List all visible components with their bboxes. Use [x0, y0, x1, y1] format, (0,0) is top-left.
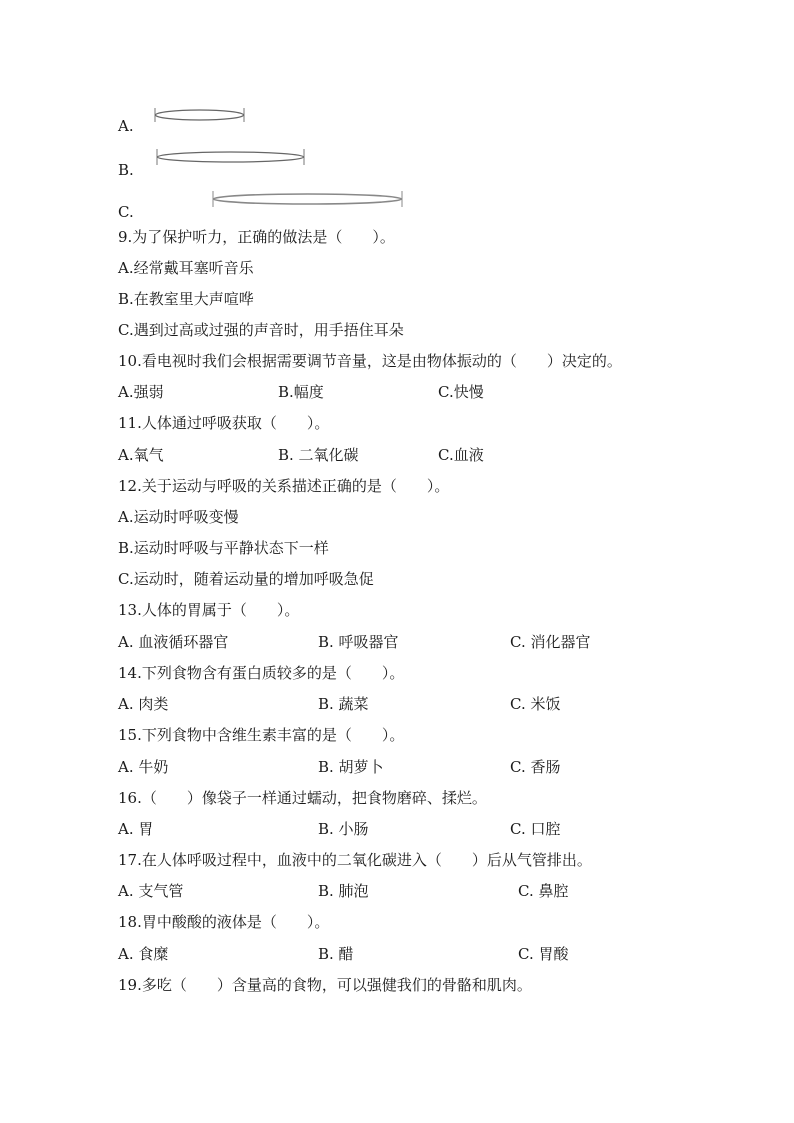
question-stem: 15.下列食物中含维生素丰富的是（ ）。 [118, 726, 405, 744]
answer-option: A.经常戴耳塞听音乐 [118, 259, 254, 277]
question-stem: 18.胃中酸酸的液体是（ ）。 [118, 913, 330, 931]
answer-option: A.氧气 [118, 446, 164, 464]
answer-option: C. 胃酸 [518, 945, 569, 963]
answer-option: A. 食糜 [118, 945, 169, 963]
answer-option: C.遇到过高或过强的声音时，用手捂住耳朵 [118, 321, 404, 339]
answer-option: B. 呼吸器官 [318, 633, 399, 651]
question-stem: 10.看电视时我们会根据需要调节音量，这是由物体振动的（ ）决定的。 [118, 352, 622, 370]
question-stem: 14.下列食物含有蛋白质较多的是（ ）。 [118, 664, 405, 682]
answer-option: C. 消化器官 [510, 633, 591, 651]
answer-option: C. 香肠 [510, 758, 561, 776]
answer-option: A. 支气管 [118, 882, 184, 900]
answer-option: A. 肉类 [118, 695, 169, 713]
question-stem: 16.（ ）像袋子一样通过蠕动，把食物磨碎、揉烂。 [118, 789, 487, 807]
answer-option: A. 牛奶 [118, 758, 169, 776]
answer-option: B. 小肠 [318, 820, 369, 838]
band-a-figure [154, 107, 246, 123]
answer-option: C. 米饭 [510, 695, 561, 713]
answer-option: B. 胡萝卜 [318, 758, 384, 776]
answer-option: C.运动时，随着运动量的增加呼吸急促 [118, 570, 374, 588]
option-label: A. [118, 117, 134, 135]
answer-option: B.幅度 [278, 383, 324, 401]
answer-option: B. 二氧化碳 [278, 446, 359, 464]
answer-option: B.在教室里大声喧哗 [118, 290, 254, 308]
answer-option: B. 肺泡 [318, 882, 369, 900]
answer-option: A.运动时呼吸变慢 [118, 508, 239, 526]
answer-option: C.血液 [438, 446, 484, 464]
question-stem: 12.关于运动与呼吸的关系描述正确的是（ ）。 [118, 477, 450, 495]
answer-option: A. 血液循环器官 [118, 633, 229, 651]
answer-option: B. 蔬菜 [318, 695, 369, 713]
answer-option: C. 鼻腔 [518, 882, 569, 900]
question-stem: 11.人体通过呼吸获取（ ）。 [118, 414, 330, 432]
answer-option: C.快慢 [438, 383, 484, 401]
band-c-figure [212, 190, 404, 208]
answer-option: B. 醋 [318, 945, 354, 963]
option-label: B. [118, 161, 134, 179]
question-stem: 17.在人体呼吸过程中，血液中的二氧化碳进入（ ）后从气管排出。 [118, 851, 592, 869]
answer-option: C. 口腔 [510, 820, 561, 838]
answer-option: A.强弱 [118, 383, 164, 401]
question-stem: 19.多吃（ ）含量高的食物，可以强健我们的骨骼和肌肉。 [118, 976, 532, 994]
question-stem: 13.人体的胃属于（ ）。 [118, 601, 300, 619]
option-label: C. [118, 203, 134, 221]
answer-option: A. 胃 [118, 820, 154, 838]
question-stem: 9.为了保护听力，正确的做法是（ ）。 [118, 228, 395, 246]
answer-option: B.运动时呼吸与平静状态下一样 [118, 539, 329, 557]
band-b-figure [156, 148, 306, 166]
